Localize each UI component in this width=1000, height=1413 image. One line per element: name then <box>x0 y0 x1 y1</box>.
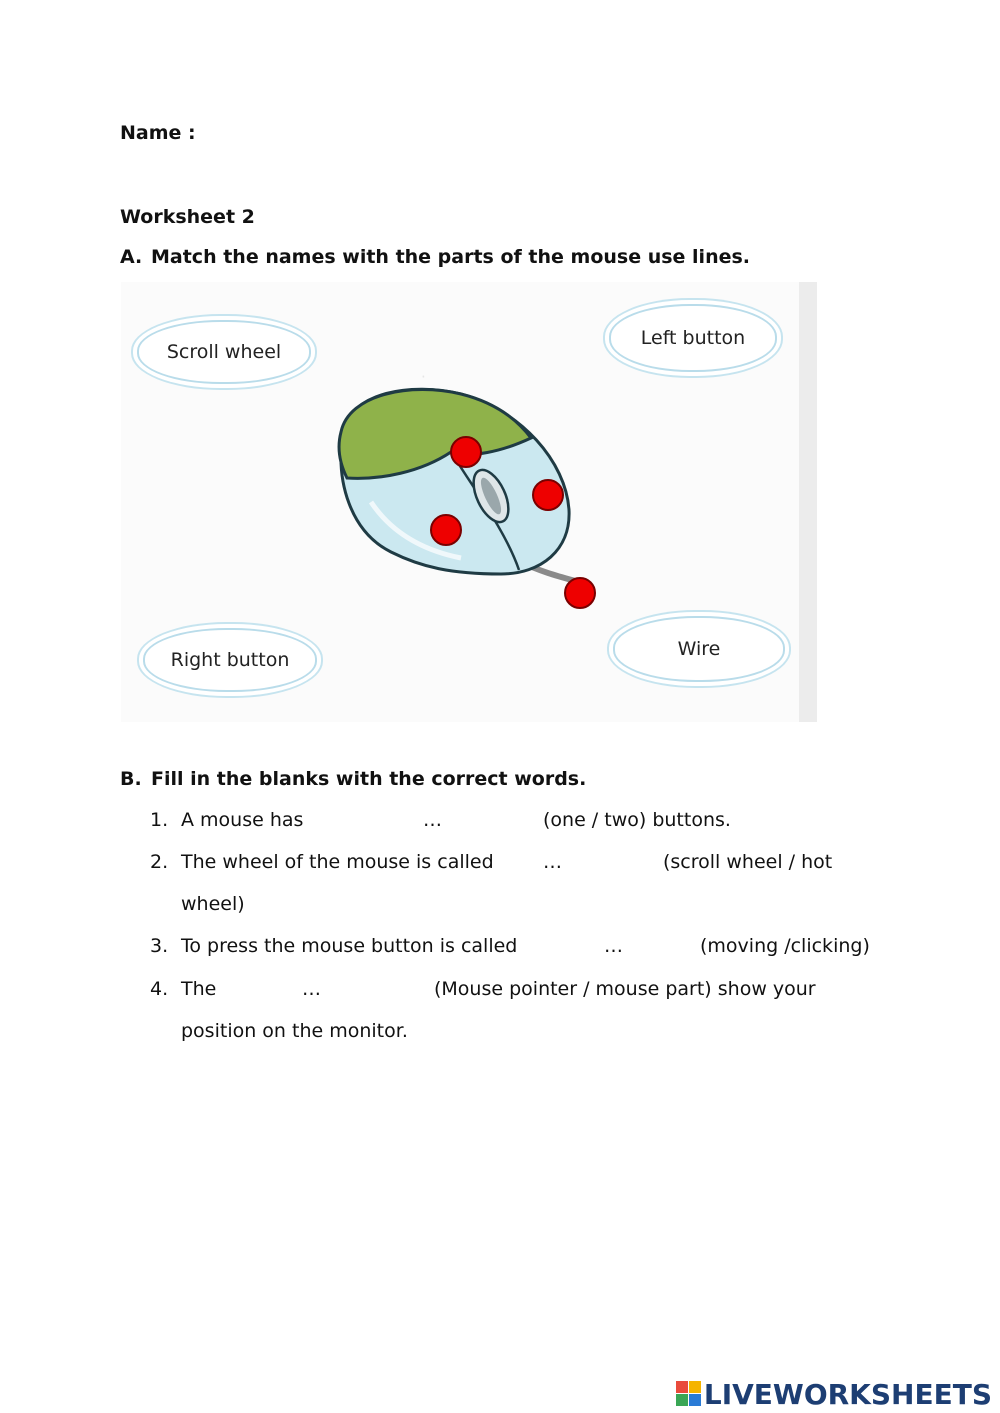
question-options: (Mouse pointer / mouse part) show your <box>434 978 816 1000</box>
label-left-button: Left button <box>609 304 777 372</box>
question-options-continued: wheel) <box>181 893 245 915</box>
name-label: Name : <box>120 122 196 144</box>
question-number: 2. <box>150 851 169 873</box>
section-b-letter: B. <box>120 768 142 790</box>
brand-name: LIVEWORKSHEETS <box>703 1378 992 1411</box>
question-number: 1. <box>150 809 169 831</box>
question-number: 3. <box>150 935 169 957</box>
question-number: 4. <box>150 978 169 1000</box>
match-dot-scroll-wheel[interactable] <box>450 436 482 468</box>
answer-blank[interactable]: … <box>302 978 321 1000</box>
liveworksheets-logo <box>676 1378 992 1411</box>
liveworksheets-logo-icon <box>676 1381 702 1407</box>
question-text: The <box>181 978 217 1000</box>
label-right-button: Right button <box>143 628 317 692</box>
match-dot-wire[interactable] <box>564 577 596 609</box>
question-text: To press the mouse button is called <box>181 935 518 957</box>
label-scroll-wheel: Scroll wheel <box>137 320 311 384</box>
answer-blank[interactable]: … <box>423 809 442 831</box>
background-text: · <box>421 368 426 386</box>
answer-blank[interactable]: … <box>543 851 562 873</box>
question-options: (one / two) buttons. <box>543 809 731 831</box>
question-options: (moving /clicking) <box>700 935 870 957</box>
section-a-letter: A. <box>120 246 143 268</box>
label-wire: Wire <box>613 616 785 682</box>
worksheet-title: Worksheet 2 <box>120 206 255 228</box>
question-options-continued: position on the monitor. <box>181 1020 408 1042</box>
question-text: A mouse has <box>181 809 304 831</box>
match-dot-left-button[interactable] <box>532 479 564 511</box>
section-b-instruction: Fill in the blanks with the correct words. <box>151 768 587 790</box>
answer-blank[interactable]: … <box>604 935 623 957</box>
section-a-heading <box>120 246 750 268</box>
mouse-diagram-panel <box>121 282 817 722</box>
section-b-heading <box>120 768 586 790</box>
section-a-instruction: Match the names with the parts of the mouse use lines. <box>151 246 751 268</box>
question-text: The wheel of the mouse is called <box>181 851 494 873</box>
match-dot-right-button[interactable] <box>430 514 462 546</box>
question-options: (scroll wheel / hot <box>663 851 833 873</box>
